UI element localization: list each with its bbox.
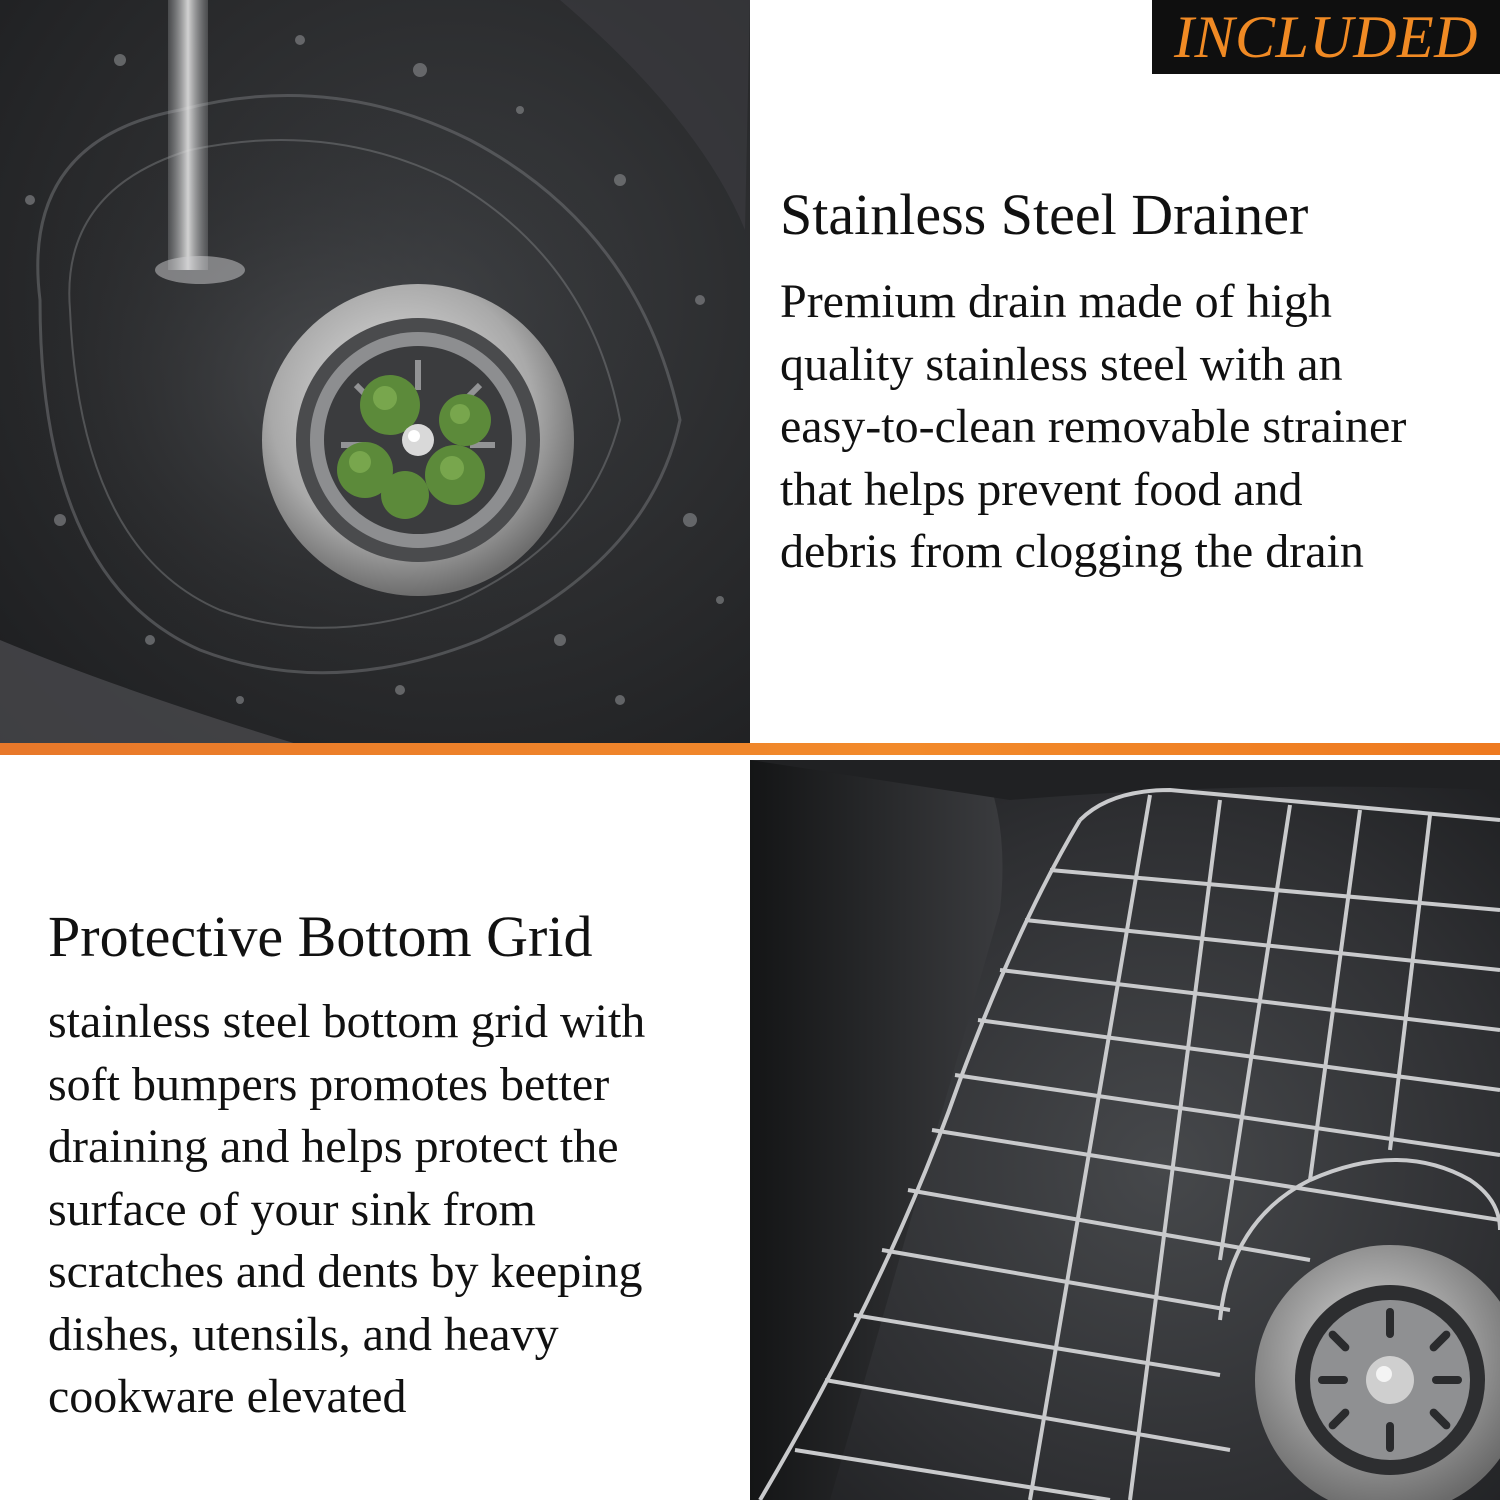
grid-description-line: dishes, utensils, and heavy	[48, 1307, 559, 1361]
drainer-description-line: debris from clogging the drain	[780, 525, 1364, 578]
grid-description-line: scratches and dents by keeping	[48, 1245, 643, 1298]
included-badge: INCLUDED	[1152, 0, 1500, 74]
grid-title: Protective Bottom Grid	[48, 904, 593, 969]
drainer-description-line: easy-to-clean removable strainer	[780, 400, 1407, 453]
drainer-description	[780, 271, 1406, 584]
grid-description	[48, 991, 645, 1429]
drainer-title: Stainless Steel Drainer	[780, 182, 1309, 247]
grid-description-line: surface of your sink from	[48, 1182, 536, 1236]
grid-description-line: cookware elevated	[48, 1370, 407, 1423]
grid-description-line: stainless steel bottom grid with	[48, 995, 646, 1048]
orange-divider	[0, 743, 1500, 755]
drainer-description-line: that helps prevent food and	[780, 462, 1303, 516]
drain-photo-illustration	[0, 0, 750, 745]
grid-description-line: draining and helps protect the	[48, 1120, 619, 1173]
bottom-grid-illustration	[750, 760, 1500, 1500]
drainer-description-line: Premium drain made of high	[780, 275, 1332, 328]
drain-photo	[0, 0, 750, 745]
grid-description-line: soft bumpers promotes better	[48, 1057, 610, 1111]
drainer-description-line: quality stainless steel with an	[780, 337, 1343, 391]
bottom-grid-photo	[750, 760, 1500, 1500]
